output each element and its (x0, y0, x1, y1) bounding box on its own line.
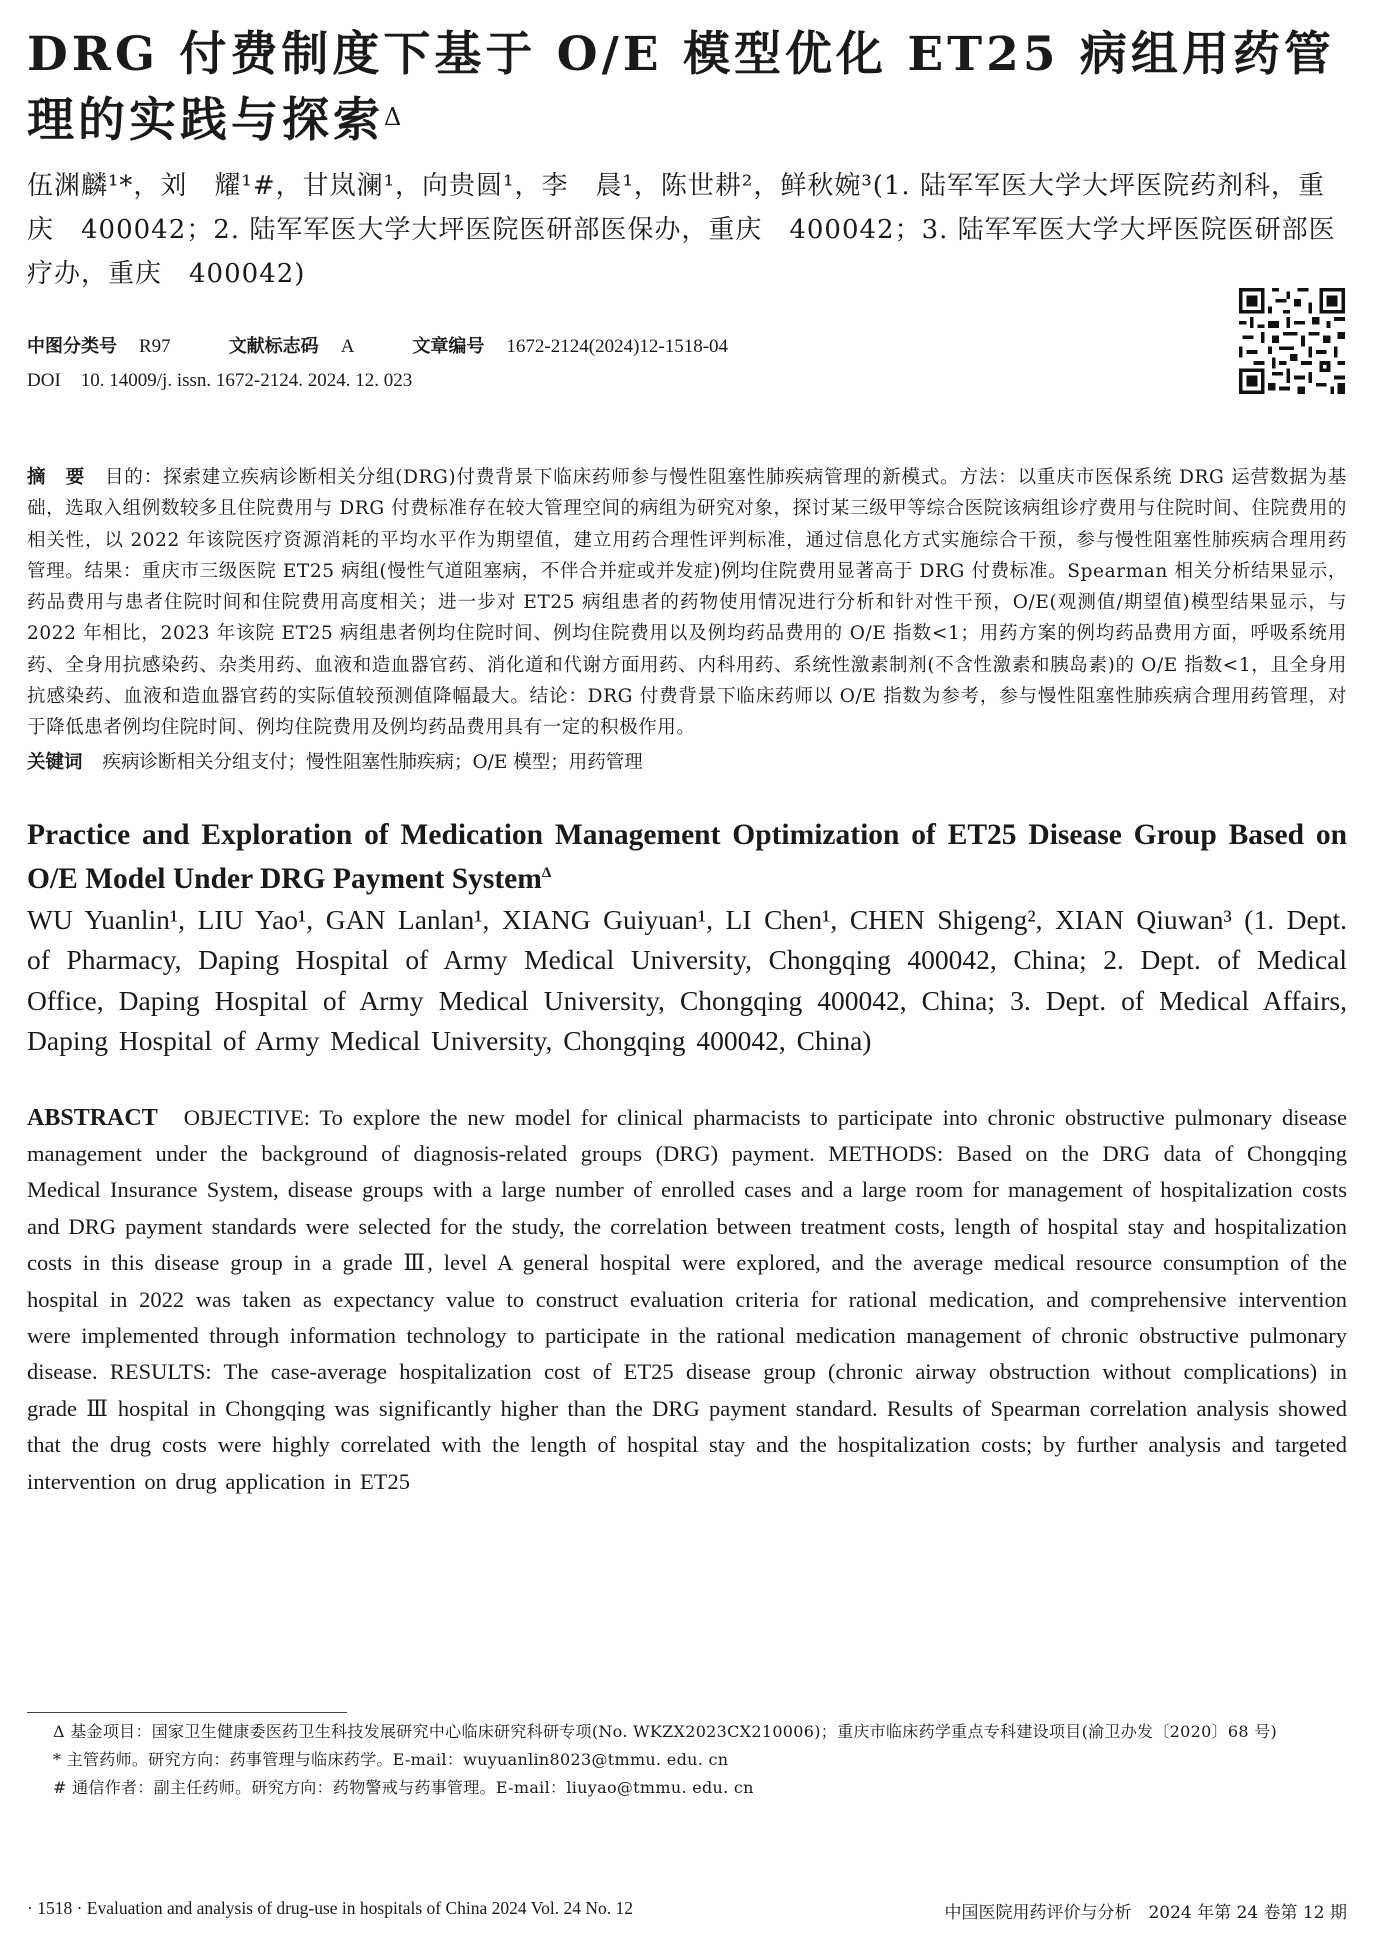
fund-mark: Δ (384, 103, 406, 131)
article-meta (27, 332, 1347, 404)
english-authors: WU Yuanlin¹, LIU Yao¹, GAN Lanlan¹, XIANG Guiyuan¹, LI Chen¹, CHEN Shigeng², XIAN Qiuwan³ (1. Dept. of Pharmacy, Daping Hospital of Army Medical University, Chongqing 400042, China; 2. Dept. of Medical Office, Daping Hospital of Army Medical University, Chongqing 400042, China; 3. Dept. of Medical Affairs, Daping Hospital of Army Medical University, Chongqing 400042, China) (27, 903, 1347, 1056)
doc-code-label: 文献标志码 (228, 336, 319, 357)
keywords-label: 关键词 (27, 751, 83, 773)
qr-code-icon[interactable] (1239, 288, 1345, 394)
clc-label: 中图分类号 (27, 336, 117, 357)
fund-footnote: Δ 基金项目：国家卫生健康委医药卫生科技发展研究中心临床研究科研专项(No. WKZX2023CX210006)；重庆市临床药学重点专科建设项目(渝卫办发〔2020〕68 号) (53, 1722, 1278, 1741)
article-page (27, 22, 1347, 1500)
doc-code-value: A (340, 336, 355, 357)
doi-line (27, 370, 412, 392)
footer-journal-en: · 1518 · Evaluation and analysis of drug-use in hospitals of China 2024 Vol. 24 No. 12 (27, 1898, 633, 1918)
footer-journal-cn: 中国医院用药评价与分析 2024 年第 24 卷第 12 期 (944, 1903, 1347, 1923)
keywords-text: 疾病诊断相关分组支付；慢性阻塞性肺疾病；O/E 模型；用药管理 (102, 751, 643, 773)
article-no-label: 文章编号 (412, 336, 485, 357)
classification-line (27, 332, 786, 358)
author-affiliations: 伍渊麟¹*，刘 耀¹#，甘岚澜¹，向贵圆¹，李 晨¹，陈世耕²，鲜秋婉³(1. 陆军军医大学大坪医院药剂科，重庆 400042；2. 陆军军医大学大坪医院医研部医保办，重庆 400042；3. 陆军军医大学大坪医院医研部医疗办，重庆 400042) (27, 171, 1336, 289)
article-title-text: DRG 付费制度下基于 O/E 模型优化 ET25 病组用药管理的实践与探索 (27, 27, 1335, 148)
clc-value: R97 (139, 336, 171, 357)
english-fund-mark: Δ (541, 864, 552, 881)
doi-value[interactable]: 10. 14009/j. issn. 1672-2124. 2024. 12. 023 (80, 370, 413, 391)
abstract-label: 摘 要 (27, 467, 86, 488)
chinese-abstract (27, 462, 1347, 744)
footnote-divider (27, 1712, 347, 1713)
english-abstract-text: OBJECTIVE: To explore the new model for clinical pharmacists to participate into chronic obstructive pulmonary disease management under the background of diagnosis-related groups (DRG) payment. METHODS: Based on the DRG data of Chongqing Medical Insurance System, disease groups with a large number of enrolled cases and a large room for management of hospitalization costs and DRG payment standards were selected for the study, the correlation between treatment costs, length of hospital stay and hospitalization costs in this disease group in a grade Ⅲ, level A general hospital were explored, and the average medical resource consumption of the hospital in 2022 was taken as expectancy value to construct evaluation criteria for rational medication, and comprehensive intervention were implemented through information technology to participate in the rational medication management of chronic obstructive pulmonary disease. RESULTS: The case-average hospitalization cost of ET25 disease group (chronic airway obstruction without complications) in grade Ⅲ hospital in Chongqing was significantly higher than the DRG payment standard. Results of Spearman correlation analysis showed that the drug costs were highly correlated with the length of hospital stay and the hospitalization costs; by further analysis and targeted intervention on drug application in ET25 (27, 1104, 1347, 1494)
corresponding-author-footnote: # 通信作者：副主任药师。研究方向：药物警戒与药事管理。E-mail：liuyao@tmmu. edu. cn (53, 1778, 754, 1797)
english-title-text: Practice and Exploration of Medication Management Optimization of ET25 Disease Group Based on O/E Model Under DRG Payment System (27, 818, 1347, 895)
keywords (27, 747, 1347, 778)
footnotes (27, 1718, 1347, 1802)
doi-label: DOI (27, 370, 61, 391)
first-author-footnote: * 主管药师。研究方向：药事管理与临床药学。E-mail：wuyuanlin8023@tmmu. edu. cn (53, 1750, 729, 1769)
article-title (27, 22, 1347, 154)
english-abstract-label: ABSTRACT (27, 1104, 158, 1131)
english-abstract (27, 1100, 1347, 1500)
running-footer (27, 1898, 1347, 1922)
article-no-value: 1672-2124(2024)12-1518-04 (506, 336, 729, 357)
abstract-text: 目的：探索建立疾病诊断相关分组(DRG)付费背景下临床药师参与慢性阻塞性肺疾病管理的新模式。方法：以重庆市医保系统 DRG 运营数据为基础，选取入组例数较多且住院费用与 DRG 付费标准存在较大管理空间的病组为研究对象，探讨某三级甲等综合医院该病组诊疗费用与住院时间、住院费用的相关性，以 2022 年该院医疗资源消耗的平均水平作为期望值，建立用药合理性评判标准，通过信息化方式实施综合干预，参与慢性阻塞性肺疾病合理用药管理。结果：重庆市三级医院 ET25 病组(慢性气道阻塞病，不伴合并症或并发症)例均住院费用显著高于 DRG 付费标准。Spearman 相关分析结果显示，药品费用与患者住院时间和住院费用高度相关；进一步对 ET25 病组患者的药物使用情况进行分析和针对性干预，O/E(观测值/期望值)模型结果显示，与 2022 年相比，2023 年该院 ET25 病组患者例均住院时间、例均住院费用以及例均药品费用的 O/E 指数<1；用药方案的例均药品费用方面，呼吸系统用药、全身用抗感染药、杂类用药、血液和造血器官药、消化道和代谢方面用药、内科用药、系统性激素制剂(不含性激素和胰岛素)的 O/E 指数<1，且全身用抗感染药、血液和造血器官药的实际值较预测值降幅最大。结论：DRG 付费背景下临床药师以 O/E 指数为参考，参与慢性阻塞性肺疾病合理用药管理，对于降低患者例均住院时间、例均住院费用及例均药品费用具有一定的积极作用。 (27, 467, 1347, 739)
english-title (27, 816, 1347, 898)
